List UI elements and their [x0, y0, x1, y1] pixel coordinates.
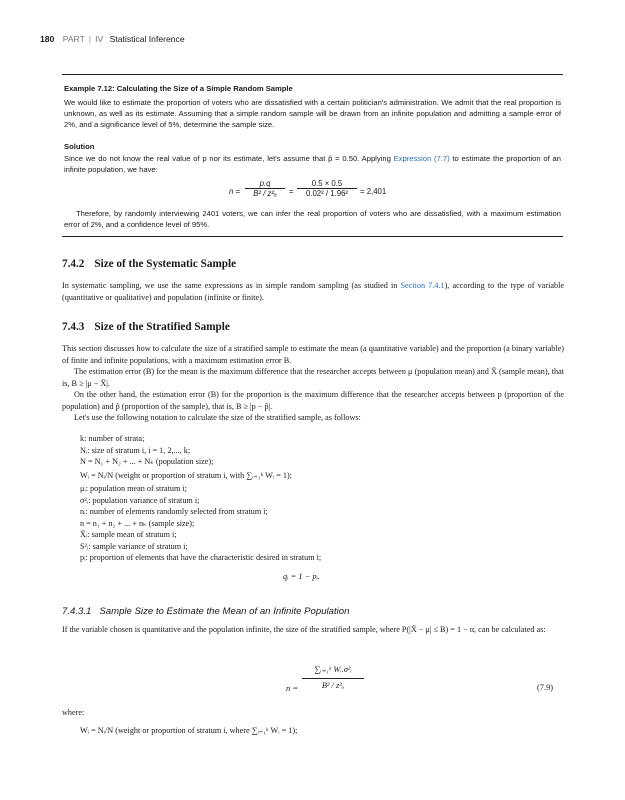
example-eq-lhs: n =: [229, 187, 241, 196]
example-bottom-rule: [62, 236, 563, 237]
example-eq-result: = 2,401: [360, 187, 387, 196]
running-header: [40, 34, 185, 44]
notation-item: Wᵢ = Nᵢ/N (weight or proportion of stratum i, with ∑ᵢ₌₁ᵏ Wᵢ = 1);: [80, 470, 292, 480]
fraction-numerator: p.q: [259, 179, 271, 188]
equation-number: (7.9): [537, 683, 554, 692]
fraction-numerator: 0.5 × 0.5: [311, 179, 343, 188]
section-7-4-3-p3: On the other hand, the estimation error (B) for the proportion is the maximum difference that the researcher accepts between p (proportion of the population) and p̂ (proportion of the sample), that is, B ≥ |p − p̂|.: [62, 390, 564, 411]
subsection-heading-7-4-3-1: 7.4.3.1 Sample Size to Estimate the Mean of an Infinite Population: [62, 606, 350, 617]
notation-item: Nᵢ: size of stratum i, i = 1, 2,..., k;: [80, 445, 191, 455]
header-separator: |: [88, 34, 92, 44]
section-7-4-3-p4: Let's use the following notation to calculate the size of the stratified sample, as follows:: [74, 413, 361, 422]
example-top-rule: [62, 74, 563, 75]
section-7-4-3-p1: This section discusses how to calculate the size of a stratified sample to estimate the mean (a quantitative variable) and the proportion (a binary variable) of finite and infinite populations, with a maximum estimation error B.: [62, 344, 564, 365]
example-title: Example 7.12: Calculating the Size of a Simple Random Sample: [64, 84, 293, 93]
solution-label: Solution: [64, 142, 95, 151]
eq-7-9-lhs: n =: [286, 683, 299, 693]
notation-item: N = N₁ + N₂ + ... + Nₖ (population size);: [80, 457, 214, 466]
fraction-numerator: ∑ᵢ₌₁ᵏ Wᵢ.σ²ᵢ: [314, 665, 352, 674]
eq-7-9-fraction: [302, 664, 364, 690]
expression-link[interactable]: Expression (7.7): [393, 154, 450, 163]
notation-item: σ²ᵢ: population variance of stratum i;: [80, 495, 200, 505]
section-heading-7-4-2: 7.4.2 Size of the Systematic Sample: [62, 258, 237, 270]
where-label: where:: [62, 708, 85, 717]
page-number: 180: [40, 34, 55, 44]
section-7-4-3-p2: The estimation error (B) for the mean is the maximum difference that the researcher accepts between μ (population mean) and X̄ (sample mean), that is, B ≥ |μ − X̄|.: [62, 367, 564, 388]
notation-item: μᵢ: population mean of stratum i;: [80, 484, 187, 493]
part-number: IV: [95, 34, 104, 44]
notation-item: n = n₁ + n₂ + ... + nₖ (sample size);: [80, 518, 195, 528]
notation-item: pᵢ: proportion of elements that have the characteristic desired in stratum i;: [80, 553, 322, 562]
fraction-denominator: B² / z²ₐ: [321, 681, 345, 690]
solution-text: Since we do not know the real value of p nor its estimate, let's assume that p̂ = 0.50. Applying Expression (7.7) to estimate the proportion of an infinite population, we have:: [64, 154, 561, 174]
part-label: PART: [62, 34, 85, 44]
notation-list: [80, 433, 321, 564]
fraction-denominator: B² / z²ₐ: [253, 189, 277, 198]
fraction-denominator: 0.02² / 1.96²: [305, 189, 349, 198]
weight-definition: Wᵢ = Nᵢ/N (weight or proportion of stratum i, where ∑ᵢ₌₁ᵏ Wᵢ = 1);: [80, 726, 298, 735]
section-7-4-2-text: In systematic sampling, we use the same expressions as in simple random sampling (as studied in Section 7.4.1), according to the type of variable (quantitative or qualitative) and population (infinite or finite).: [62, 281, 564, 302]
part-title: Statistical Inference: [109, 34, 185, 44]
example-eq-equals: =: [289, 187, 294, 196]
notation-item: nᵢ: number of elements randomly selected from stratum i;: [80, 507, 268, 516]
subsection-7-4-3-1-text: If the variable chosen is quantitative and the population infinite, the size of the stratified sample, where P(|X̄ − μ| ≤ B) = 1 − α, can be calculated as:: [62, 625, 546, 634]
notation-item: S²ᵢ: sample variance of stratum i;: [80, 541, 188, 551]
section-link[interactable]: Section 7.4.1: [400, 281, 445, 290]
example-eq-fraction-1: [245, 179, 285, 198]
example-eq-fraction-2: [297, 179, 357, 198]
q-equation: qᵢ = 1 − pᵢ.: [283, 572, 320, 581]
notation-item: k: number of strata;: [80, 434, 145, 443]
section-heading-7-4-3: 7.4.3 Size of the Stratified Sample: [62, 321, 230, 333]
notation-item: X̄ᵢ: sample mean of stratum i;: [80, 530, 177, 539]
example-conclusion: Therefore, by randomly interviewing 2401 voters, we can infer the real proportion of voters who are dissatisfied, with a maximum estimation error of 2%, and a confidence level of 95%.: [64, 209, 561, 229]
example-paragraph: We would like to estimate the proportion of voters who are dissatisfied with a certain politician's administration. We admit that the real proportion is unknown, as well as its estimate. Assuming that a simple random sample will be drawn from an infinite population and admitting a sample error of 2%, and a significance level of 5%, determine the sample size.: [64, 98, 561, 129]
